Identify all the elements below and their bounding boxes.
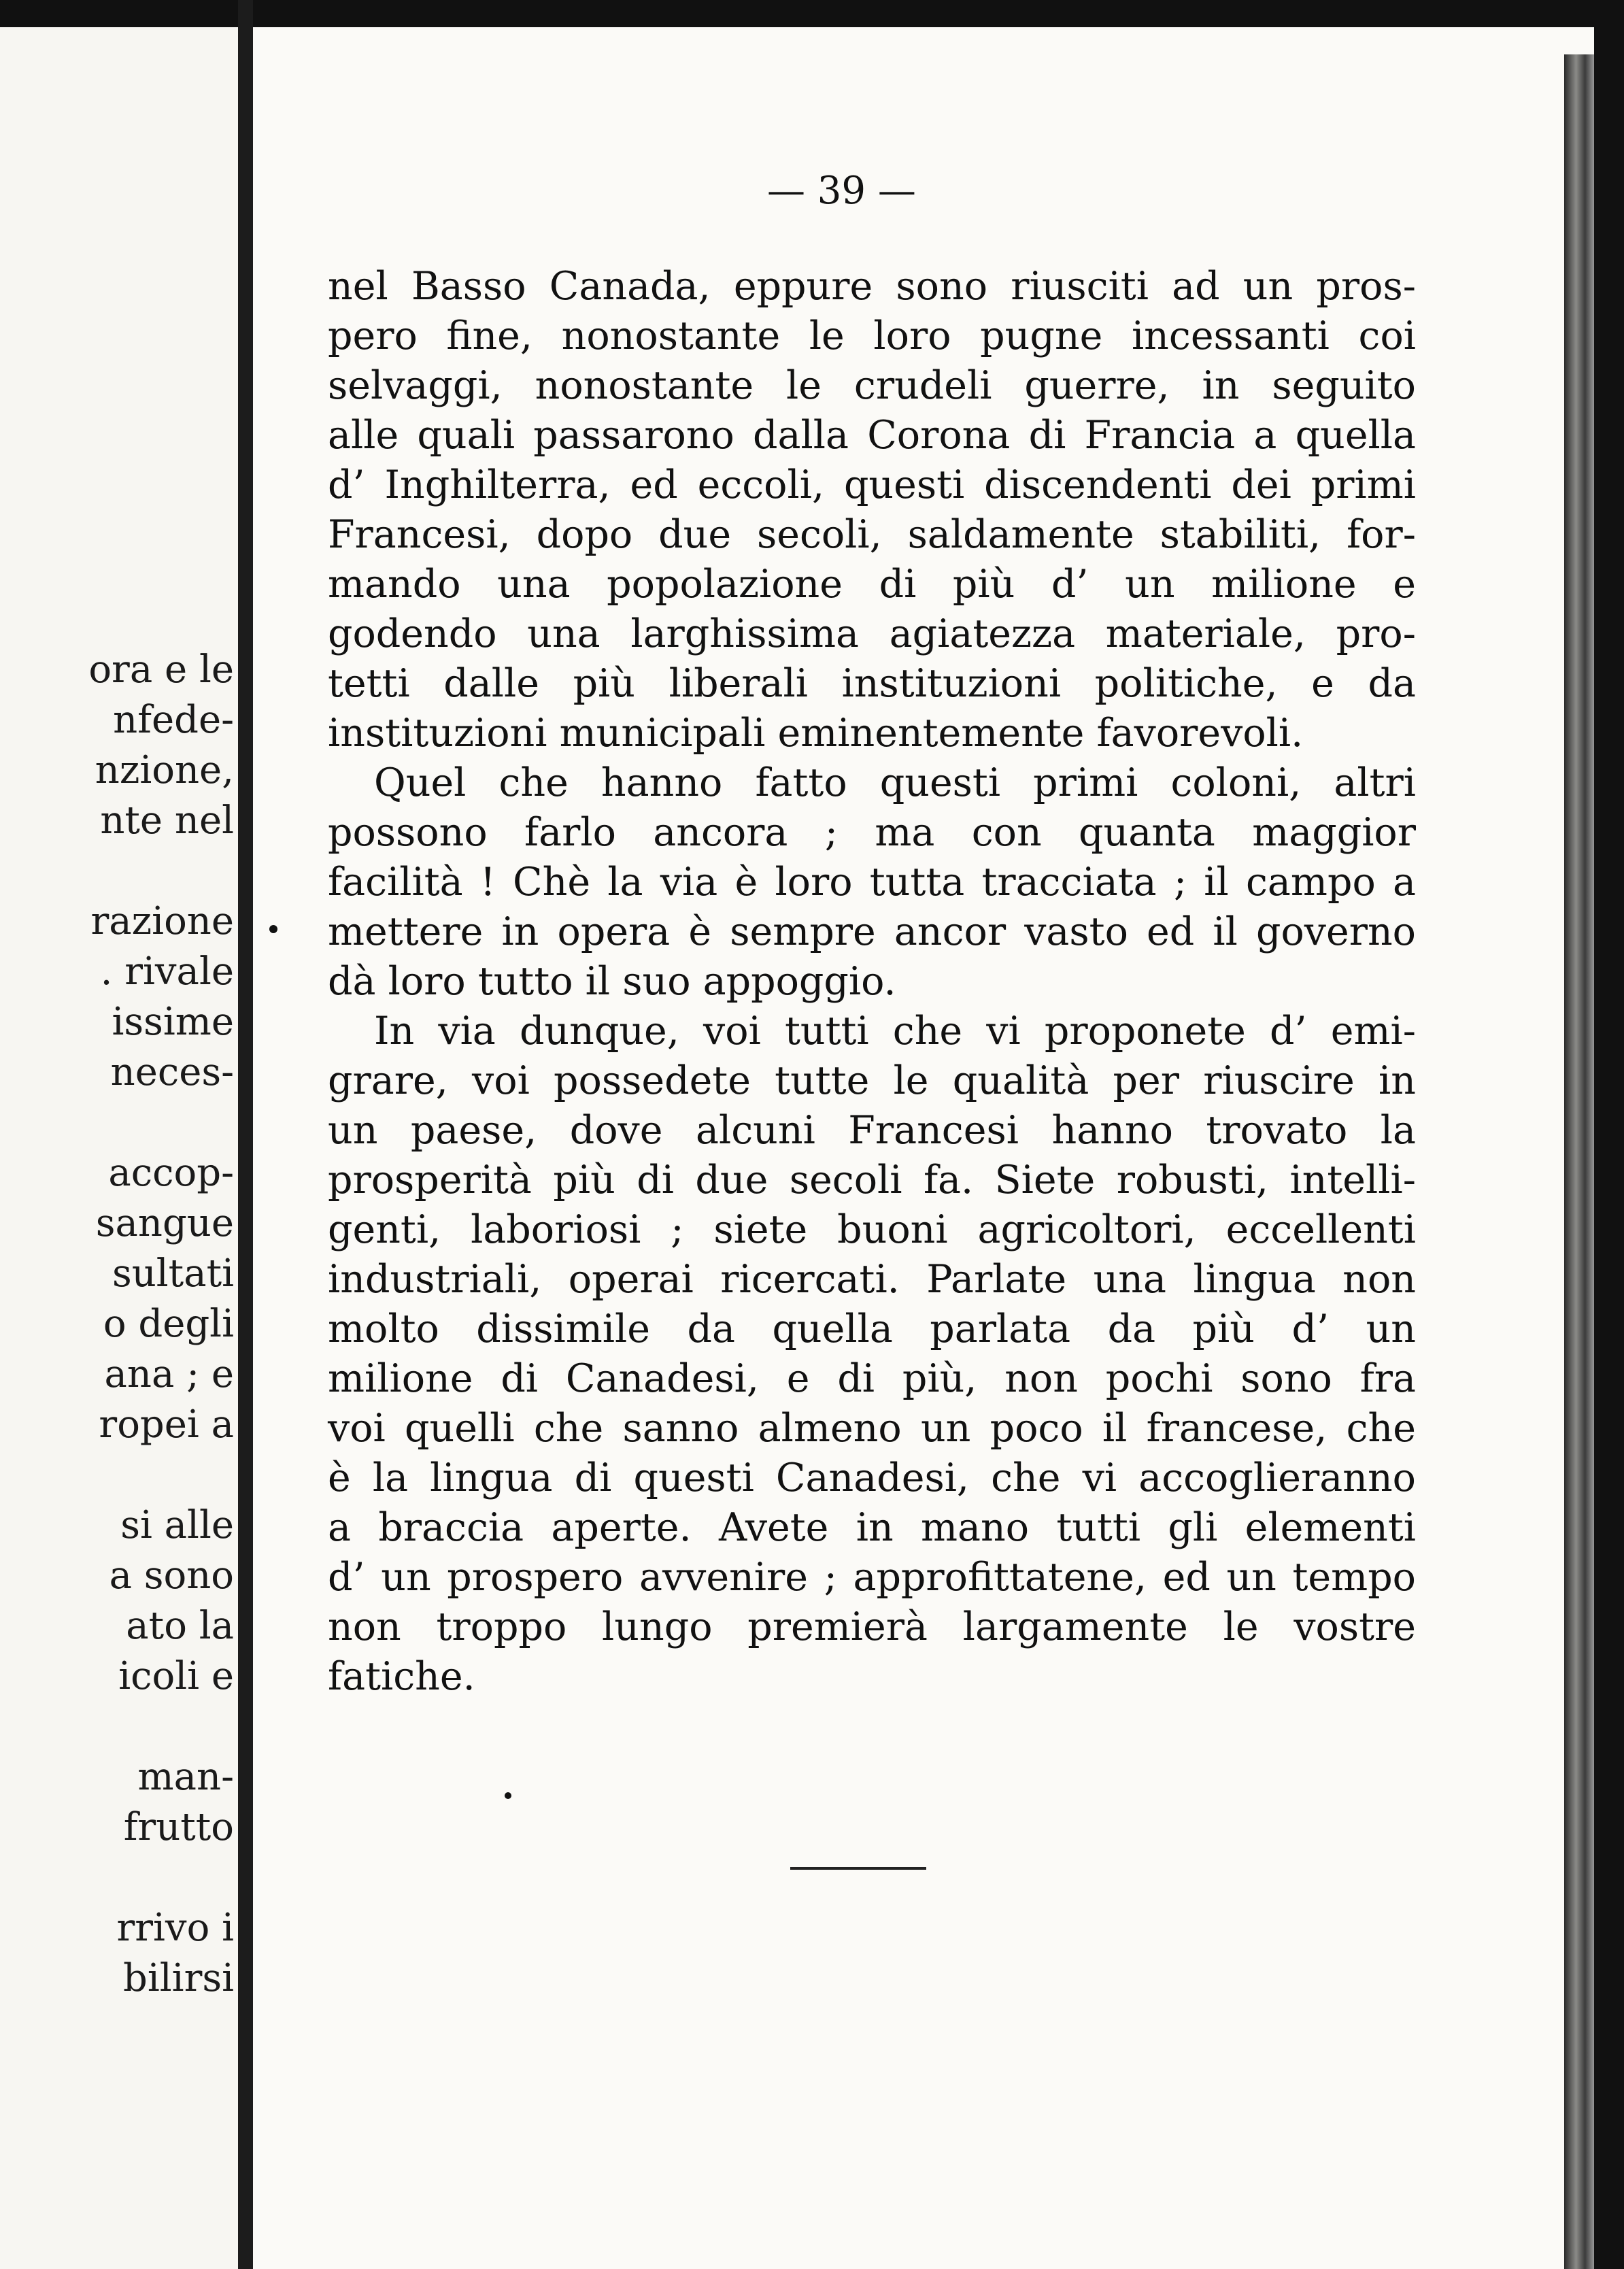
- text-line: milione di Canadesi, e di più, non pochi sono fra: [328, 1356, 1416, 1401]
- text-line: un paese, dove alcuni Francesi hanno trovato la: [328, 1108, 1416, 1153]
- previous-page-line: ato la: [126, 1604, 234, 1648]
- text-line: non troppo lungo premierà largamente le vostre: [328, 1604, 1416, 1649]
- previous-page-line: ropei a: [99, 1402, 234, 1447]
- previous-page-line: sultati: [112, 1251, 234, 1296]
- previous-page-line: issime: [112, 1000, 234, 1044]
- text-line: Francesi, dopo due secoli, saldamente stabiliti, for-: [328, 512, 1416, 557]
- page-edge-shadow: [1564, 54, 1594, 2269]
- text-line: facilità ! Chè la via è loro tutta tracciata ; il campo a: [328, 860, 1416, 905]
- text-line: genti, laboriosi ; siete buoni agricoltori, eccellenti: [328, 1207, 1416, 1252]
- previous-page-line: frutto: [123, 1805, 234, 1849]
- text-line: godendo una larghissima agiatezza materiale, pro-: [328, 611, 1416, 656]
- previous-page-fragment: [0, 27, 238, 2269]
- previous-page-line: a sono: [109, 1553, 234, 1598]
- previous-page-line: bilirsi: [123, 1956, 234, 2000]
- text-line: a braccia aperte. Avete in mano tutti gli elementi: [328, 1505, 1416, 1550]
- page-body-text: [328, 262, 1416, 1702]
- text-line: fatiche.: [328, 1654, 475, 1699]
- previous-page-line: o degli: [103, 1302, 234, 1346]
- text-line: Quel che hanno fatto questi primi coloni, altri: [374, 760, 1416, 805]
- previous-page-line: nzione,: [95, 748, 234, 792]
- previous-page-line: rrivo i: [116, 1906, 234, 1950]
- previous-page-line: ora e le: [88, 648, 234, 692]
- previous-page-line: man-: [137, 1755, 234, 1799]
- previous-page-line: neces-: [110, 1050, 234, 1094]
- book-gutter: [238, 0, 253, 2269]
- text-line: pero fine, nonostante le loro pugne incessanti coi: [328, 314, 1416, 358]
- previous-page-line: icoli e: [118, 1654, 234, 1698]
- text-line: d’ un prospero avvenire ; approfittatene, ed un tempo: [328, 1555, 1416, 1600]
- end-rule: [790, 1867, 926, 1870]
- previous-page-line: nte nel: [100, 799, 234, 843]
- text-line: è la lingua di questi Canadesi, che vi accoglieranno: [328, 1456, 1416, 1500]
- paragraph: [328, 758, 1416, 1007]
- paragraph: [328, 262, 1416, 758]
- previous-page-line: sangue: [95, 1201, 234, 1245]
- text-line: mando una popolazione di più d’ un milione e: [328, 562, 1416, 607]
- text-line: prosperità più di due secoli fa. Siete robusti, intelli-: [328, 1158, 1416, 1203]
- previous-page-line: si alle: [120, 1503, 234, 1547]
- text-line: In via dunque, voi tutti che vi proponete d’ emi-: [374, 1009, 1416, 1054]
- text-line: instituzioni municipali eminentemente favorevoli.: [328, 711, 1304, 756]
- text-line: alle quali passarono dalla Corona di Francia a quella: [328, 413, 1416, 458]
- previous-page-line: ana ; e: [104, 1352, 234, 1396]
- text-line: voi quelli che sanno almeno un poco il francese, che: [328, 1406, 1416, 1451]
- text-line: possono farlo ancora ; ma con quanta maggior: [328, 810, 1416, 855]
- text-line: selvaggi, nonostante le crudeli guerre, in seguito: [328, 363, 1416, 408]
- paragraph: [328, 1007, 1416, 1702]
- text-line: d’ Inghilterra, ed eccoli, questi discendenti dei primi: [328, 463, 1416, 507]
- text-line: molto dissimile da quella parlata da più d’ un: [328, 1307, 1416, 1351]
- text-line: tetti dalle più liberali instituzioni politiche, e da: [328, 661, 1416, 706]
- previous-page-line: nfede-: [113, 698, 234, 742]
- ink-speck: [505, 1792, 511, 1799]
- previous-page-line: accop-: [108, 1151, 234, 1195]
- text-line: grare, voi possedete tutte le qualità per riuscire in: [328, 1058, 1416, 1103]
- previous-page-line: . rivale: [100, 949, 234, 994]
- text-line: dà loro tutto il suo appoggio.: [328, 959, 896, 1004]
- previous-page-line: razione: [90, 899, 234, 943]
- text-line: nel Basso Canada, eppure sono riusciti ad un pros-: [328, 264, 1416, 309]
- text-line: industriali, operai ricercati. Parlate una lingua non: [328, 1257, 1416, 1302]
- ink-speck: [269, 925, 277, 933]
- page-number: — 39 —: [767, 169, 916, 213]
- text-line: mettere in opera è sempre ancor vasto ed il governo: [328, 909, 1416, 954]
